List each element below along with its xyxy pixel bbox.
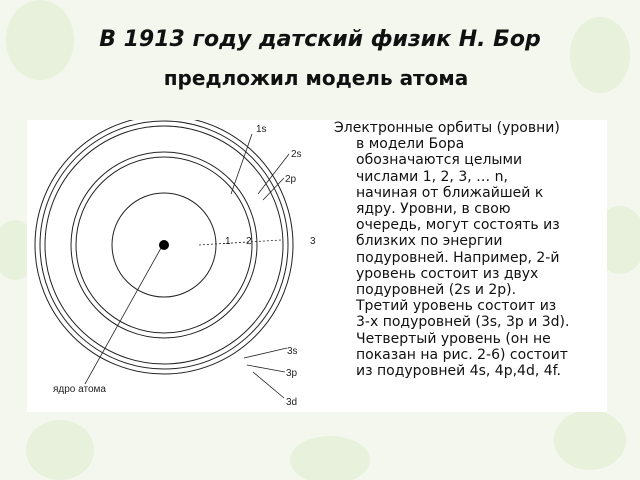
body-line: ядру. Уровни, в свою bbox=[356, 201, 511, 218]
level-number-2: 2 bbox=[246, 236, 252, 247]
body-line: Третий уровень состоит из bbox=[356, 298, 557, 315]
body-line: близких по энергии bbox=[356, 233, 503, 250]
body-line: Электронные орбиты (уровни) bbox=[334, 120, 560, 136]
orbit-label-3d: 3d bbox=[286, 397, 298, 408]
orbit-label-1s: 1s bbox=[256, 124, 267, 135]
body-line: в модели Бора bbox=[356, 136, 465, 153]
body-line: показан на рис. 2-6) состоит bbox=[356, 346, 568, 363]
level-number-3: 3 bbox=[310, 236, 316, 247]
body-line: очередь, могут состоять из bbox=[356, 217, 560, 234]
slide-title-line-2: предложил модель атома bbox=[163, 66, 469, 90]
body-line: подуровней. Например, 2-й bbox=[356, 249, 560, 266]
bohr-atom-diagram bbox=[27, 120, 327, 412]
orbit-label-3s: 3s bbox=[287, 346, 298, 357]
body-line: Четвертый уровень (он не bbox=[356, 330, 551, 347]
body-line: начиная от ближайшей к bbox=[356, 184, 544, 201]
nucleus-label: ядро атома bbox=[53, 384, 106, 395]
body-line: числами 1, 2, 3, … n, bbox=[356, 168, 508, 185]
body-line: обозначаются целыми bbox=[356, 152, 523, 169]
level-number-1: 1 bbox=[225, 236, 231, 247]
orbit-label-2s: 2s bbox=[291, 149, 302, 160]
orbit-label-3p: 3p bbox=[286, 368, 298, 379]
body-text bbox=[334, 120, 614, 379]
body-line: уровень состоит из двух bbox=[356, 265, 539, 282]
slide-title-line-1: В 1913 году датский физик Н. Бор bbox=[99, 27, 541, 52]
orbit-label-2p: 2p bbox=[285, 174, 297, 185]
body-line: подуровней (2s и 2p). bbox=[356, 282, 517, 299]
body-line: 3-х подуровней (3s, 3p и 3d). bbox=[356, 314, 570, 331]
body-line: из подуровней 4s, 4p,4d, 4f. bbox=[356, 363, 562, 380]
